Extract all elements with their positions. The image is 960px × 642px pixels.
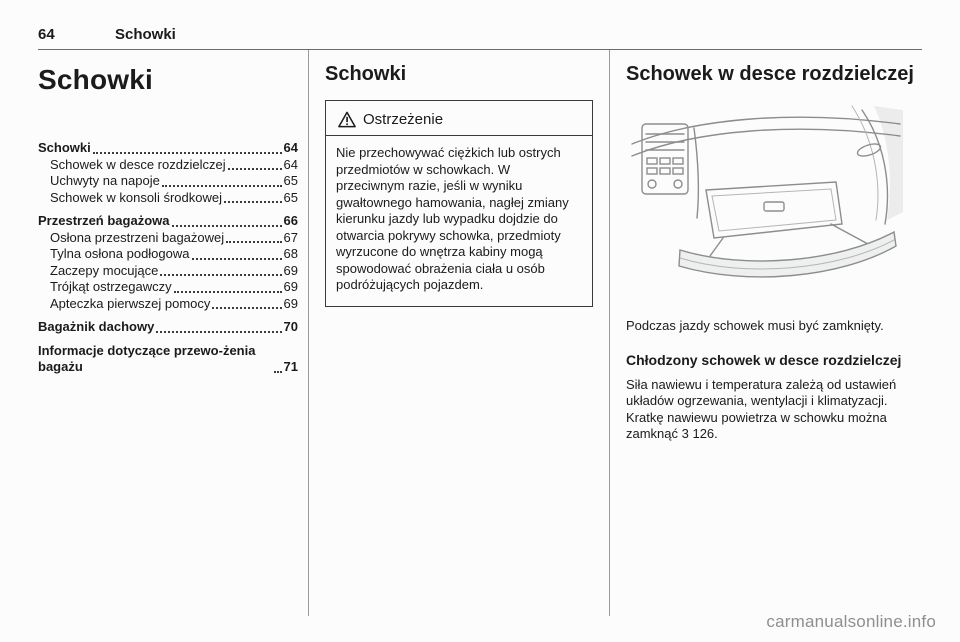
toc-entry xyxy=(38,296,298,313)
toc-entry-label: Uchwyty na napoje xyxy=(50,173,160,188)
toc-entry-page: 69 xyxy=(283,279,298,294)
dot-leader xyxy=(162,185,282,187)
toc-entry xyxy=(38,230,298,247)
toc-entry-label: Schowek w konsoli środkowej xyxy=(50,189,222,205)
dot-leader xyxy=(160,274,281,276)
toc-entry-page: 69 xyxy=(283,262,298,278)
chapter-title: Schowki xyxy=(115,26,176,43)
dot-leader xyxy=(174,291,282,293)
toc-entry-page: 65 xyxy=(283,173,298,188)
toc-entry-label: Tylna osłona podłogowa xyxy=(50,246,190,261)
toc-entry xyxy=(38,246,298,263)
toc-entry xyxy=(38,173,298,190)
dot-leader xyxy=(172,225,282,227)
dot-leader xyxy=(93,152,282,154)
warning-box xyxy=(325,100,593,307)
column-toc xyxy=(38,50,308,616)
toc-entry-label: Apteczka pierwszej pomocy xyxy=(50,295,211,311)
toc-entry-label: Osłona przestrzeni bagażowej xyxy=(50,229,225,245)
column-topic xyxy=(610,50,922,616)
toc-entry xyxy=(38,213,298,230)
dot-leader xyxy=(212,307,281,309)
watermark: carmanualsonline.info xyxy=(766,612,936,631)
page-content xyxy=(38,50,922,616)
toc-entry xyxy=(38,190,298,207)
warning-body: Nie przechowywać ciężkich lub ostrych przedmiotów w schowkach. W przeciwnym razie, jeśli w wyniku gwałtownego hamowania, nagłej zmiany kierunku jazdy lub wypadku dojdzie do otwarcia pokrywy schowka, przedmioty wyrzucone do wnętrza kabiny mogą spowodować obrażenia ciała u osób podróżujących pojazdem. xyxy=(336,145,569,292)
toc-entry-page: 65 xyxy=(283,189,298,205)
toc-entry-page: 68 xyxy=(283,246,298,261)
toc-entry xyxy=(38,140,298,157)
toc-entry xyxy=(38,279,298,296)
toc-entry-label: Zaczepy mocujące xyxy=(50,262,159,278)
section-heading: Schowki xyxy=(325,63,407,85)
page-number: 64 xyxy=(38,26,55,43)
warning-rule xyxy=(326,135,592,136)
toc-entry-label: Schowki xyxy=(38,140,91,155)
dot-leader xyxy=(192,258,282,260)
dot-leader xyxy=(226,241,281,243)
dot-leader xyxy=(156,331,281,333)
toc-entry-label: Przestrzeń bagażowa xyxy=(38,213,170,228)
toc-entry-label: Bagażnik dachowy xyxy=(38,319,155,334)
glovebox-illustration xyxy=(626,96,906,308)
toc-entry xyxy=(38,343,298,376)
warning-header xyxy=(336,109,582,135)
toc-entry-label: Schowek w desce rozdzielczej xyxy=(50,156,226,172)
figure-caption: Podczas jazdy schowek musi być zamknięty. xyxy=(626,318,884,333)
topic-subheading: Chłodzony schowek w desce rozdzielczej xyxy=(626,351,902,368)
running-header xyxy=(0,0,960,43)
toc-entry xyxy=(38,319,298,336)
toc-entry-page: 64 xyxy=(283,140,298,155)
toc-entry-page: 67 xyxy=(283,229,298,245)
toc-entry xyxy=(38,263,298,280)
toc-title: Schowki xyxy=(38,64,153,95)
toc-entry-page: 66 xyxy=(283,213,298,228)
toc-entry-label: Informacje dotyczące przewo-żenia bagażu xyxy=(38,342,256,374)
topic-heading: Schowek w desce rozdzielczej xyxy=(626,63,914,85)
dot-leader xyxy=(228,168,282,170)
toc-entry-label: Trójkąt ostrzegawczy xyxy=(50,279,172,294)
warning-triangle-icon xyxy=(338,111,356,128)
toc-entry-page: 69 xyxy=(283,295,298,311)
toc-entry-page: 64 xyxy=(283,156,298,172)
warning-title: Ostrzeżenie xyxy=(363,111,444,128)
topic-body: Siła nawiewu i temperatura zależą od ustawień układów ogrzewania, wentylacji i klimatyzacji. Kratkę nawiewu powietrza w schowku można zamknąć 3 126. xyxy=(626,376,897,442)
toc-list xyxy=(38,140,298,376)
dot-leader xyxy=(274,371,282,373)
toc-entry-page: 70 xyxy=(283,319,298,334)
column-section xyxy=(309,50,609,616)
toc-entry-page: 71 xyxy=(283,359,298,374)
dot-leader xyxy=(224,201,282,203)
toc-entry xyxy=(38,157,298,174)
